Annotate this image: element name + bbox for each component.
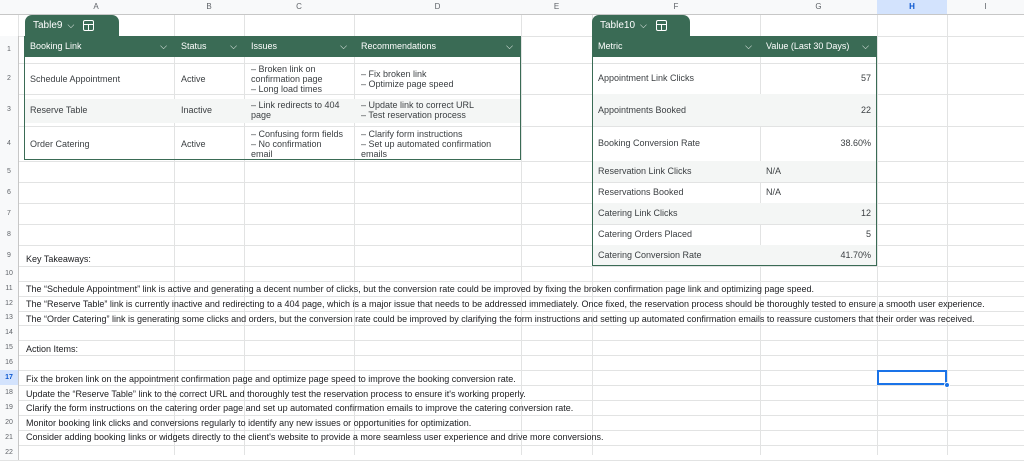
cell-text-line: – Broken link on — [251, 63, 316, 74]
metric-cell[interactable]: Catering Conversion Rate — [598, 250, 702, 260]
select-all-corner[interactable] — [0, 0, 18, 15]
row-header-10[interactable]: 10 — [0, 266, 19, 281]
chevron-down-icon[interactable]: ⌵ — [506, 41, 513, 51]
row-header-8[interactable]: 8 — [0, 224, 19, 245]
row-header-2[interactable]: 2 — [0, 63, 19, 94]
table9-name: Table9 — [33, 20, 63, 31]
cell-text-line: – Fix broken link — [361, 68, 427, 79]
table10-tab[interactable] — [592, 15, 690, 36]
row-header-4[interactable]: 4 — [0, 126, 19, 161]
row-header-15[interactable]: 15 — [0, 340, 19, 355]
cell-text-line: Order Catering — [30, 138, 90, 149]
cell-text-line: – Clarify form instructions — [361, 128, 463, 139]
selected-cell[interactable] — [877, 370, 947, 385]
header-label: Recommendations — [361, 41, 437, 51]
row-header-17[interactable]: 17 — [0, 370, 19, 385]
recommendations-cell[interactable] — [355, 126, 521, 161]
row-header-20[interactable]: 20 — [0, 415, 19, 430]
row-header-13[interactable]: 13 — [0, 311, 19, 325]
cell-text-line: Active — [181, 138, 206, 149]
action-item-2: Update the “Reserve Table” link to the correct URL and thoroughly test the reservation process to ensure it's working properly. — [26, 389, 526, 399]
cell-text-line: – Confusing form fields — [251, 128, 344, 139]
row-header-18[interactable]: 18 — [0, 385, 19, 400]
grid-line — [0, 430, 1024, 431]
metric-cell[interactable]: Booking Conversion Rate — [598, 138, 701, 148]
cell-text-line: – Long load times — [251, 83, 323, 94]
cell-text-line: Active — [181, 73, 206, 84]
takeaway-2: The “Reserve Table” link is currently inactive and redirecting to a 404 page, which is a major issue that needs to be addressed immediately. Once fixed, the reservation process should be thoroughly tested to ensure a smooth user experience. — [26, 299, 985, 309]
column-header-i[interactable]: I — [947, 0, 1024, 15]
recommendations-cell[interactable] — [355, 94, 521, 126]
action-item-3: Clarify the form instructions on the catering order page and set up automated confirmation emails to improve the catering conversion rate. — [26, 403, 574, 413]
row-header-9[interactable]: 9 — [0, 245, 19, 266]
row-header-6[interactable]: 6 — [0, 182, 19, 203]
metric-cell[interactable]: Catering Orders Placed — [598, 229, 693, 239]
table9-tab[interactable] — [25, 15, 119, 36]
header-label: Metric — [598, 41, 623, 51]
grid-line — [0, 445, 1024, 446]
row-header-16[interactable]: 16 — [0, 355, 19, 370]
takeaway-3: The “Order Catering” link is generating some clicks and orders, but the conversion rate could be improved by clarifying the form instructions and setting up automated confirmation emails to reassure customers that their order was received. — [26, 314, 975, 324]
action-item-1: Fix the broken link on the appointment confirmation page and optimize page speed to improve the booking conversion rate. — [26, 374, 516, 384]
column-header-a[interactable]: A — [18, 0, 174, 15]
chevron-down-icon[interactable]: ⌵ — [230, 41, 237, 51]
cell-text-line: emails — [361, 148, 388, 159]
column-header-b[interactable]: B — [174, 0, 244, 15]
grid-line — [0, 281, 1024, 282]
cell-text-line: page — [251, 110, 272, 120]
cell-text-line: – No confirmation — [251, 138, 322, 149]
status-cell[interactable] — [175, 126, 245, 161]
cell-text-line: – Update link to correct URL — [361, 100, 475, 110]
cell-text-line: – Test reservation process — [361, 110, 466, 120]
chevron-down-icon[interactable]: ⌵ — [160, 41, 167, 51]
issues-cell[interactable] — [245, 94, 355, 126]
status-cell[interactable] — [175, 63, 245, 94]
issues-cell[interactable] — [245, 126, 355, 161]
grid-line — [877, 0, 878, 455]
metric-cell[interactable]: Catering Link Clicks — [598, 208, 678, 218]
cell-text-line: Reserve Table — [30, 105, 88, 115]
action-item-5: Consider adding booking links or widgets directly to the client's website to provide a more seamless user experience and drive more conversions. — [26, 432, 604, 442]
chevron-down-icon[interactable]: ⌵ — [640, 20, 647, 30]
metric-cell[interactable]: Reservations Booked — [598, 187, 684, 197]
table-icon[interactable] — [83, 20, 94, 31]
fill-handle[interactable] — [944, 382, 950, 388]
grid-line — [0, 266, 1024, 267]
booking-link-cell[interactable] — [24, 63, 175, 94]
cell-text-line: confirmation page — [251, 73, 323, 84]
issues-cell[interactable] — [245, 63, 355, 94]
header-label: Value (Last 30 Days) — [766, 41, 850, 51]
row-header-7[interactable]: 7 — [0, 203, 19, 224]
chevron-down-icon[interactable]: ⌵ — [745, 41, 752, 51]
row-header-11[interactable]: 11 — [0, 281, 19, 296]
column-header-c[interactable]: C — [244, 0, 354, 15]
table10-name: Table10 — [600, 20, 636, 31]
header-label: Booking Link — [30, 41, 82, 51]
action-items-heading: Action Items: — [26, 344, 79, 354]
recommendations-cell[interactable] — [355, 63, 521, 94]
value-cell[interactable]: 57 — [860, 73, 871, 83]
booking-link-cell[interactable] — [24, 126, 175, 161]
value-cell[interactable]: 41.70% — [840, 250, 871, 260]
cell-text-line: – Link redirects to 404 — [251, 100, 340, 110]
cell-text-line: Schedule Appointment — [30, 73, 121, 84]
column-header-h[interactable]: H — [877, 0, 947, 15]
value-cell[interactable]: 22 — [860, 105, 871, 115]
grid-line — [0, 370, 1024, 371]
metric-cell[interactable]: Appointments Booked — [598, 105, 687, 115]
grid-line — [0, 311, 1024, 312]
column-header-g[interactable]: G — [760, 0, 877, 15]
grid-line — [0, 325, 1024, 326]
cell-text-line: Inactive — [181, 105, 213, 115]
metric-cell[interactable]: Appointment Link Clicks — [598, 73, 695, 83]
chevron-down-icon[interactable]: ⌵ — [340, 41, 347, 51]
booking-link-cell[interactable] — [24, 94, 175, 126]
key-takeaways-heading: Key Takeaways: — [26, 254, 91, 264]
grid-line — [0, 385, 1024, 386]
status-cell[interactable] — [175, 94, 245, 126]
cell-text-line: – Optimize page speed — [361, 78, 454, 89]
value-cell[interactable]: N/A — [766, 187, 782, 197]
metric-cell[interactable]: Reservation Link Clicks — [598, 166, 692, 176]
grid-line — [0, 296, 1024, 297]
row-header-3[interactable]: 3 — [0, 94, 19, 126]
value-cell[interactable]: 38.60% — [840, 138, 871, 148]
column-header-f[interactable]: F — [592, 0, 760, 15]
table-icon[interactable] — [656, 20, 667, 31]
header-label: Issues — [251, 41, 278, 51]
grid-line — [0, 400, 1024, 401]
row-header-14[interactable]: 14 — [0, 325, 19, 340]
value-cell[interactable]: 12 — [860, 208, 871, 218]
row-header-22[interactable]: 22 — [0, 445, 19, 460]
row-header-5[interactable]: 5 — [0, 161, 19, 182]
column-header-e[interactable]: E — [521, 0, 592, 15]
grid-line — [0, 355, 1024, 356]
chevron-down-icon[interactable]: ⌵ — [862, 41, 869, 51]
grid-line — [0, 415, 1024, 416]
value-cell[interactable]: 5 — [865, 229, 871, 239]
takeaway-1: The “Schedule Appointment” link is active and generating a decent number of clicks, but the conversion rate could be improved by fixing the broken confirmation page link and optimizing page speed. — [26, 284, 814, 294]
column-header-d[interactable]: D — [354, 0, 521, 15]
value-cell[interactable]: N/A — [766, 166, 782, 176]
action-item-4: Monitor booking link clicks and conversions regularly to identify any new issues or opportunities for optimization. — [26, 418, 472, 428]
header-label: Status — [181, 41, 207, 51]
row-header-1[interactable]: 1 — [0, 36, 19, 63]
chevron-down-icon[interactable]: ⌵ — [67, 20, 75, 30]
cell-text-line: – Set up automated confirmation — [361, 138, 492, 149]
grid-line — [521, 0, 522, 455]
row-header-12[interactable]: 12 — [0, 296, 19, 311]
row-header-19[interactable]: 19 — [0, 400, 19, 415]
grid-line — [0, 340, 1024, 341]
cell-text-line: email — [251, 148, 273, 159]
row-header-21[interactable]: 21 — [0, 430, 19, 445]
